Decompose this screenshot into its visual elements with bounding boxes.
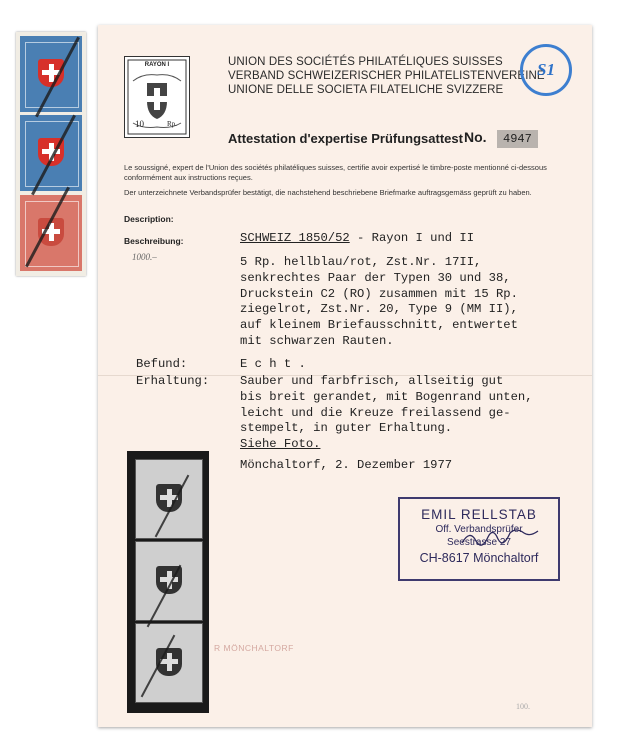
certificate-number: 4947: [497, 130, 538, 148]
intro-de: Der unterzeichnete Verbandsprüfer bestätigt, die nachstehend beschriebene Briefmarke auftragsgemäss geprüft zu haben.: [124, 188, 532, 197]
erhaltung-body: [240, 374, 533, 453]
description-heading-country: SCHWEIZ 1850/52: [240, 231, 350, 245]
union-line-it: UNIONE DELLE SOCIETA FILATELICHE SVIZZERE: [228, 84, 504, 96]
expert-street: Seestrasse 27: [447, 537, 511, 548]
logo-value: 10: [135, 119, 144, 129]
place-date: Mönchaltorf, 2. Dezember 1977: [240, 458, 453, 472]
intro-fr: Le soussigné, expert de l'Union des sociétés philatéliques suisses, certifie avoir expertisé le timbre-poste mentionné ci-dessous conformément aux instructions reçues.: [124, 163, 547, 182]
rayon-stamp-logo: [124, 56, 190, 138]
erhaltung-line: Sauber und farbfrisch, allseitig gut: [240, 374, 504, 388]
expert-name: EMIL RELLSTAB: [421, 507, 537, 522]
label-beschreibung: Beschreibung:: [124, 236, 184, 246]
number-label: No.: [464, 129, 487, 145]
s1-badge: S1: [520, 44, 572, 96]
corner-note: 100.: [516, 702, 530, 711]
erhaltung-line: stempelt, in guter Erhaltung.: [240, 421, 453, 436]
photo-stamp-middle: [135, 541, 203, 621]
description-body: [240, 255, 518, 350]
erhaltung-line: bis breit gerandet, mit Bogenrand unten,: [240, 389, 533, 404]
stamp-5rp-middle: [20, 115, 82, 191]
befund-value: E c h t .: [240, 357, 306, 371]
stamp-strip-image: [16, 32, 86, 276]
description-line: Druckstein C2 (RO) zusammen mit 15 Rp.: [240, 286, 518, 301]
description-heading: [240, 231, 474, 247]
description-line: auf kleinem Briefausschnitt, entwertet: [240, 318, 518, 333]
certificate-title: Attestation d'expertise Prüfungsattest: [228, 131, 463, 146]
erhaltung-line: leicht und die Kreuze freilassend ge-: [240, 405, 511, 420]
description-line: 5 Rp. hellblau/rot, Zst.Nr. 17II,: [240, 255, 482, 269]
expert-city: CH-8617 Mönchaltorf: [419, 551, 539, 565]
description-line: senkrechtes Paar der Typen 30 und 38,: [240, 270, 511, 285]
union-line-fr: UNION DES SOCIÉTÉS PHILATÉLIQUES SUISSES: [228, 56, 503, 68]
handwritten-note: 1000.–: [132, 252, 157, 262]
expert-role: Off. Verbandsprüfer: [435, 524, 523, 535]
faint-cancellation-stamp: R MÖNCHALTORF: [214, 643, 294, 653]
photo-stamp-top: [135, 459, 203, 539]
logo-top-text: RAYON I: [144, 62, 170, 68]
description-heading-rest: - Rayon I und II: [349, 231, 475, 245]
label-description: Description:: [124, 214, 174, 224]
description-line: ziegelrot, Zst.Nr. 20, Type 9 (MM II),: [240, 302, 518, 317]
signature-scribble: [460, 527, 540, 549]
stamp-photo: [127, 451, 209, 713]
expert-signature-stamp: [398, 497, 560, 581]
photo-reference: Siehe Foto.: [240, 437, 321, 452]
label-erhaltung: Erhaltung:: [136, 374, 210, 388]
logo-unit: Rp.: [167, 120, 177, 128]
label-befund: Befund:: [136, 357, 188, 371]
description-line: mit schwarzen Rauten.: [240, 333, 394, 348]
union-line-de: VERBAND SCHWEIZERISCHER PHILATELISTENVEREINE: [228, 70, 545, 82]
